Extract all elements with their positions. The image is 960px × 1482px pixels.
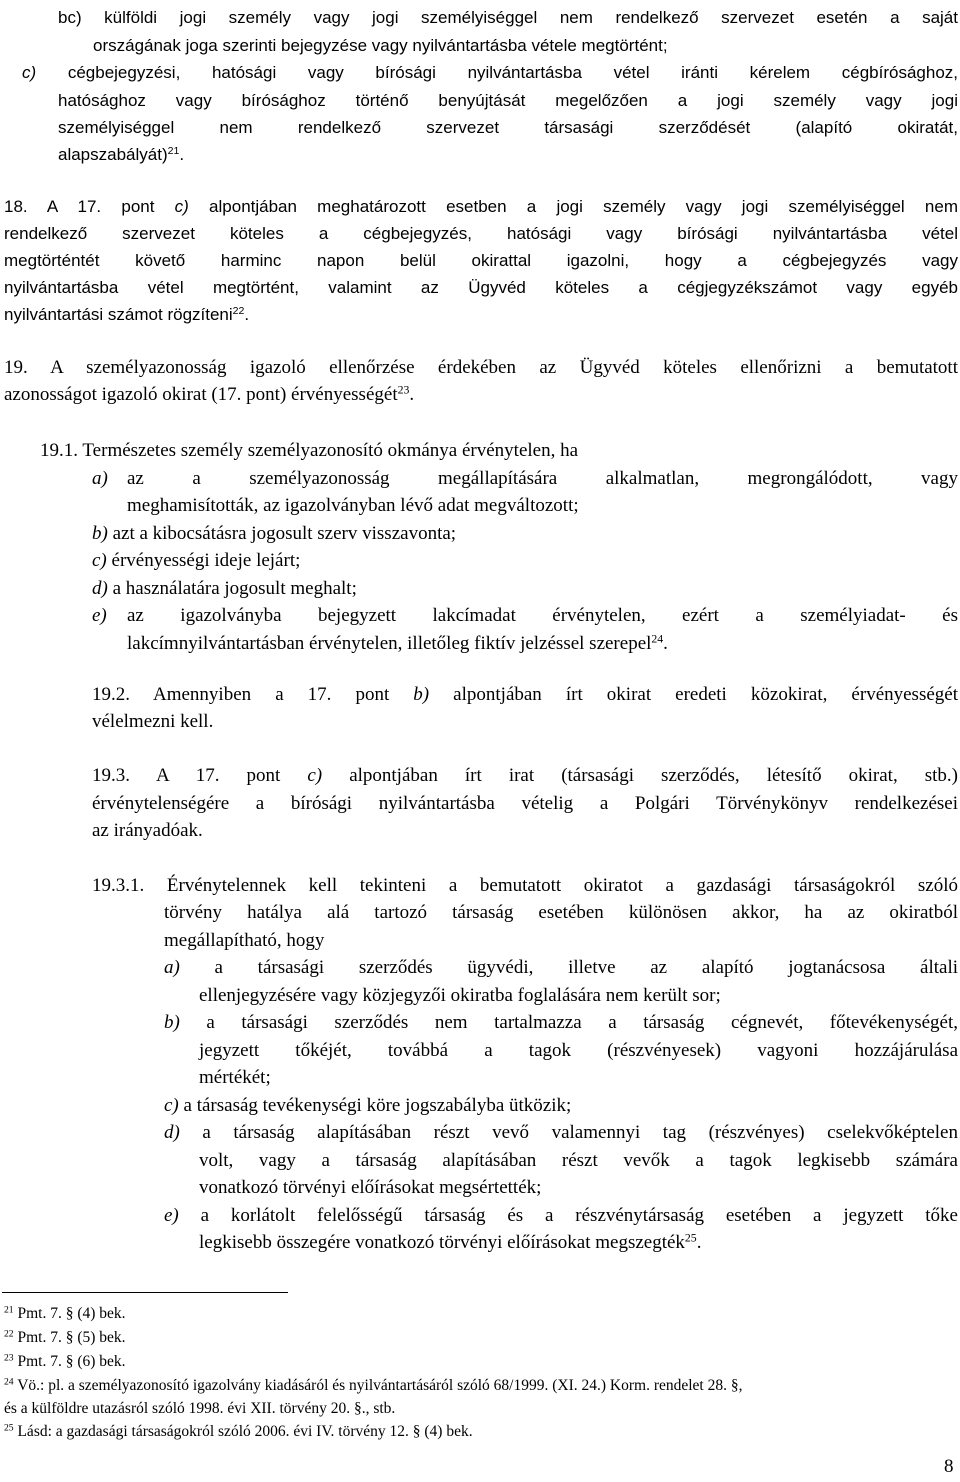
list-item-e-cont: lakcímnyilvántartásban érvénytelen, illetőleg fiktív jelzéssel szerepel$^{24}$. [127,632,668,654]
list-item-e: e) a korlátolt felelősségű társaság és a részvénytársaság esetében a jegyzett tőke [164,1205,958,1226]
footnote-ref[interactable]: 21 [167,145,180,158]
list-item-b-cont: jegyzett tőkéjét, továbbá a tagok (részvényesek) vagyoni hozzájárulása [199,1040,958,1061]
list-item-d-cont: vonatkozó törvényi előírásokat megsértették; [199,1177,542,1198]
paragraph-19-3-1-line: megállapítható, hogy [164,930,325,951]
list-item-e-cont: legkisebb összegére vonatkozó törvényi előírásokat megszegték$^{25}$. [199,1231,702,1253]
list-item-e: az igazolványba bejegyzett lakcímadat érvénytelen, ezért a személyiadat- és [127,605,958,626]
paragraph-19-line: azonosságot igazoló okirat (17. pont) érvényességét$^{23}$. [4,383,415,405]
paragraph-19-3-1-line: 19.3.1. Érvénytelennek kell tekinteni a bemutatott okiratot a gazdasági társaságokról szóló [92,875,958,896]
paragraph-17-line: alapszabályát)$^{21}$. [58,145,185,164]
list-item-d: d) a társaság alapításában részt vevő valamennyi tag (részvényes) cselekvőképtelen [164,1122,958,1143]
paragraph-19-line: 19. A személyazonosság igazoló ellenőrzése érdekében az Ügyvéd köteles ellenőrizni a bemutatott [4,357,958,378]
footnote-21: $^{21}$ Pmt. 7. § (4) bek. [4,1304,126,1322]
list-item-b-cont: mértékét; [199,1067,271,1088]
paragraph-17-line: hatósághoz vagy bírósághoz történő benyújtását megelőzően a jogi személy vagy jogi [58,91,958,110]
item-marker: c) [174,197,189,216]
item-marker: c) [22,63,37,82]
footnote-25: $^{25}$ Lásd: a gazdasági társaságokról szóló 2006. évi IV. törvény 12. § (4) bek. [4,1422,473,1440]
paragraph-19-3-line: 19.3. A 17. pont c) alpontjában írt irat (társasági szerződés, létesítő okirat, stb.) [92,765,958,786]
list-item-c: c) a társaság tevékenységi köre jogszabályba ütközik; [164,1095,572,1116]
footnote-24-cont: és a külföldre utazásról szóló 1998. évi XII. törvény 20. §., stb. [4,1400,396,1417]
list-item-a-cont: meghamisították, az igazolványban lévő adat megváltozott; [127,495,579,516]
paragraph-18-line: nyilvántartási számot rögzíteni$^{22}$. [4,305,250,324]
page-number: 8 [944,1456,954,1477]
list-item-d-cont: volt, vagy a társaság alapításában részt vevők a tagok legkisebb számára [199,1150,958,1171]
paragraph-19-3-line: érvénytelenségére a bírósági nyilvántartásba vételig a Polgári Törvénykönyv rendelkezései [92,793,958,814]
paragraph-19-2-line: vélelmezni kell. [92,711,214,732]
list-item-a-cont: ellenjegyzésére vagy közjegyzői okiratba foglalására nem került sor; [199,985,721,1006]
footnote-ref[interactable]: 22 [232,305,245,318]
list-item-marker: e) [92,605,107,626]
paragraph-17-line: bc) külföldi jogi személy vagy jogi személyiséggel nem rendelkező szervezet esetén a saját [58,8,958,27]
paragraph-18-line: megtörténtét követő harminc napon belül okirattal igazolni, hogy a cégbejegyzés vagy [4,251,958,270]
item-marker: c) [307,765,323,786]
footnote-ref[interactable]: 23 [397,383,410,397]
paragraph-17-line: országának joga szerinti bejegyzése vagy nyilvántartásba vétele megtörtént; [93,36,668,55]
list-item-c: c) érvényességi ideje lejárt; [92,550,301,571]
footnote-22: $^{22}$ Pmt. 7. § (5) bek. [4,1328,126,1346]
paragraph-18-line: nyilvántartásba vétel megtörtént, valamint az Ügyvéd köteles a cégjegyzékszámot vagy egyéb [4,278,958,297]
footnote-24: $^{24}$ Vö.: pl. a személyazonosító igazolvány kiadásáról és nyilvántartásáról szóló 68/1999. (XI. 24.) Korm. rendelet 28. §, [4,1376,743,1394]
list-item-marker: a) [92,468,108,489]
footnote-ref[interactable]: 24 [651,632,664,646]
paragraph-19-3-1-line: törvény hatálya alá tartozó társaság esetében különösen akkor, ha az okiratból [164,902,958,923]
footnote-separator [2,1292,288,1293]
paragraph-19-2-line: 19.2. Amennyiben a 17. pont b) alpontjában írt okirat eredeti közokirat, érvényességét [92,684,958,705]
footnote-23: $^{23}$ Pmt. 7. § (6) bek. [4,1352,126,1370]
paragraph-17-line: személyiséggel nem rendelkező szervezet társasági szerződését (alapító okiratát, [58,118,958,137]
paragraph-18-line: 18. A 17. pont c) alpontjában meghatározott esetben a jogi személy vagy jogi személyiséggel nem [4,197,958,216]
list-item-b: b) a társasági szerződés nem tartalmazza a társaság cégnevét, főtevékenységét, [164,1012,958,1033]
footnote-ref[interactable]: 25 [684,1231,697,1245]
list-item-a: a) a társasági szerződés ügyvédi, illetve az alapító jogtanácsosa általi [164,957,958,978]
paragraph-18-line: rendelkező szervezet köteles a cégbejegyzés, hatósági vagy bírósági nyilvántartásba vétel [4,224,958,243]
paragraph-19-1-heading: 19.1. Természetes személy személyazonosító okmánya érvénytelen, ha [40,440,579,461]
item-marker: b) [413,684,430,705]
paragraph-17-line: c) cégbejegyzési, hatósági vagy bírósági nyilvántartásba vétel iránti kérelem cégbírósághoz, [22,63,958,82]
paragraph-19-3-line: az irányadóak. [92,820,203,841]
list-item-a: az a személyazonosság megállapítására alkalmatlan, megrongálódott, vagy [127,468,958,489]
list-item-d: d) a használatára jogosult meghalt; [92,578,357,599]
list-item-b: b) azt a kibocsátásra jogosult szerv visszavonta; [92,523,457,544]
